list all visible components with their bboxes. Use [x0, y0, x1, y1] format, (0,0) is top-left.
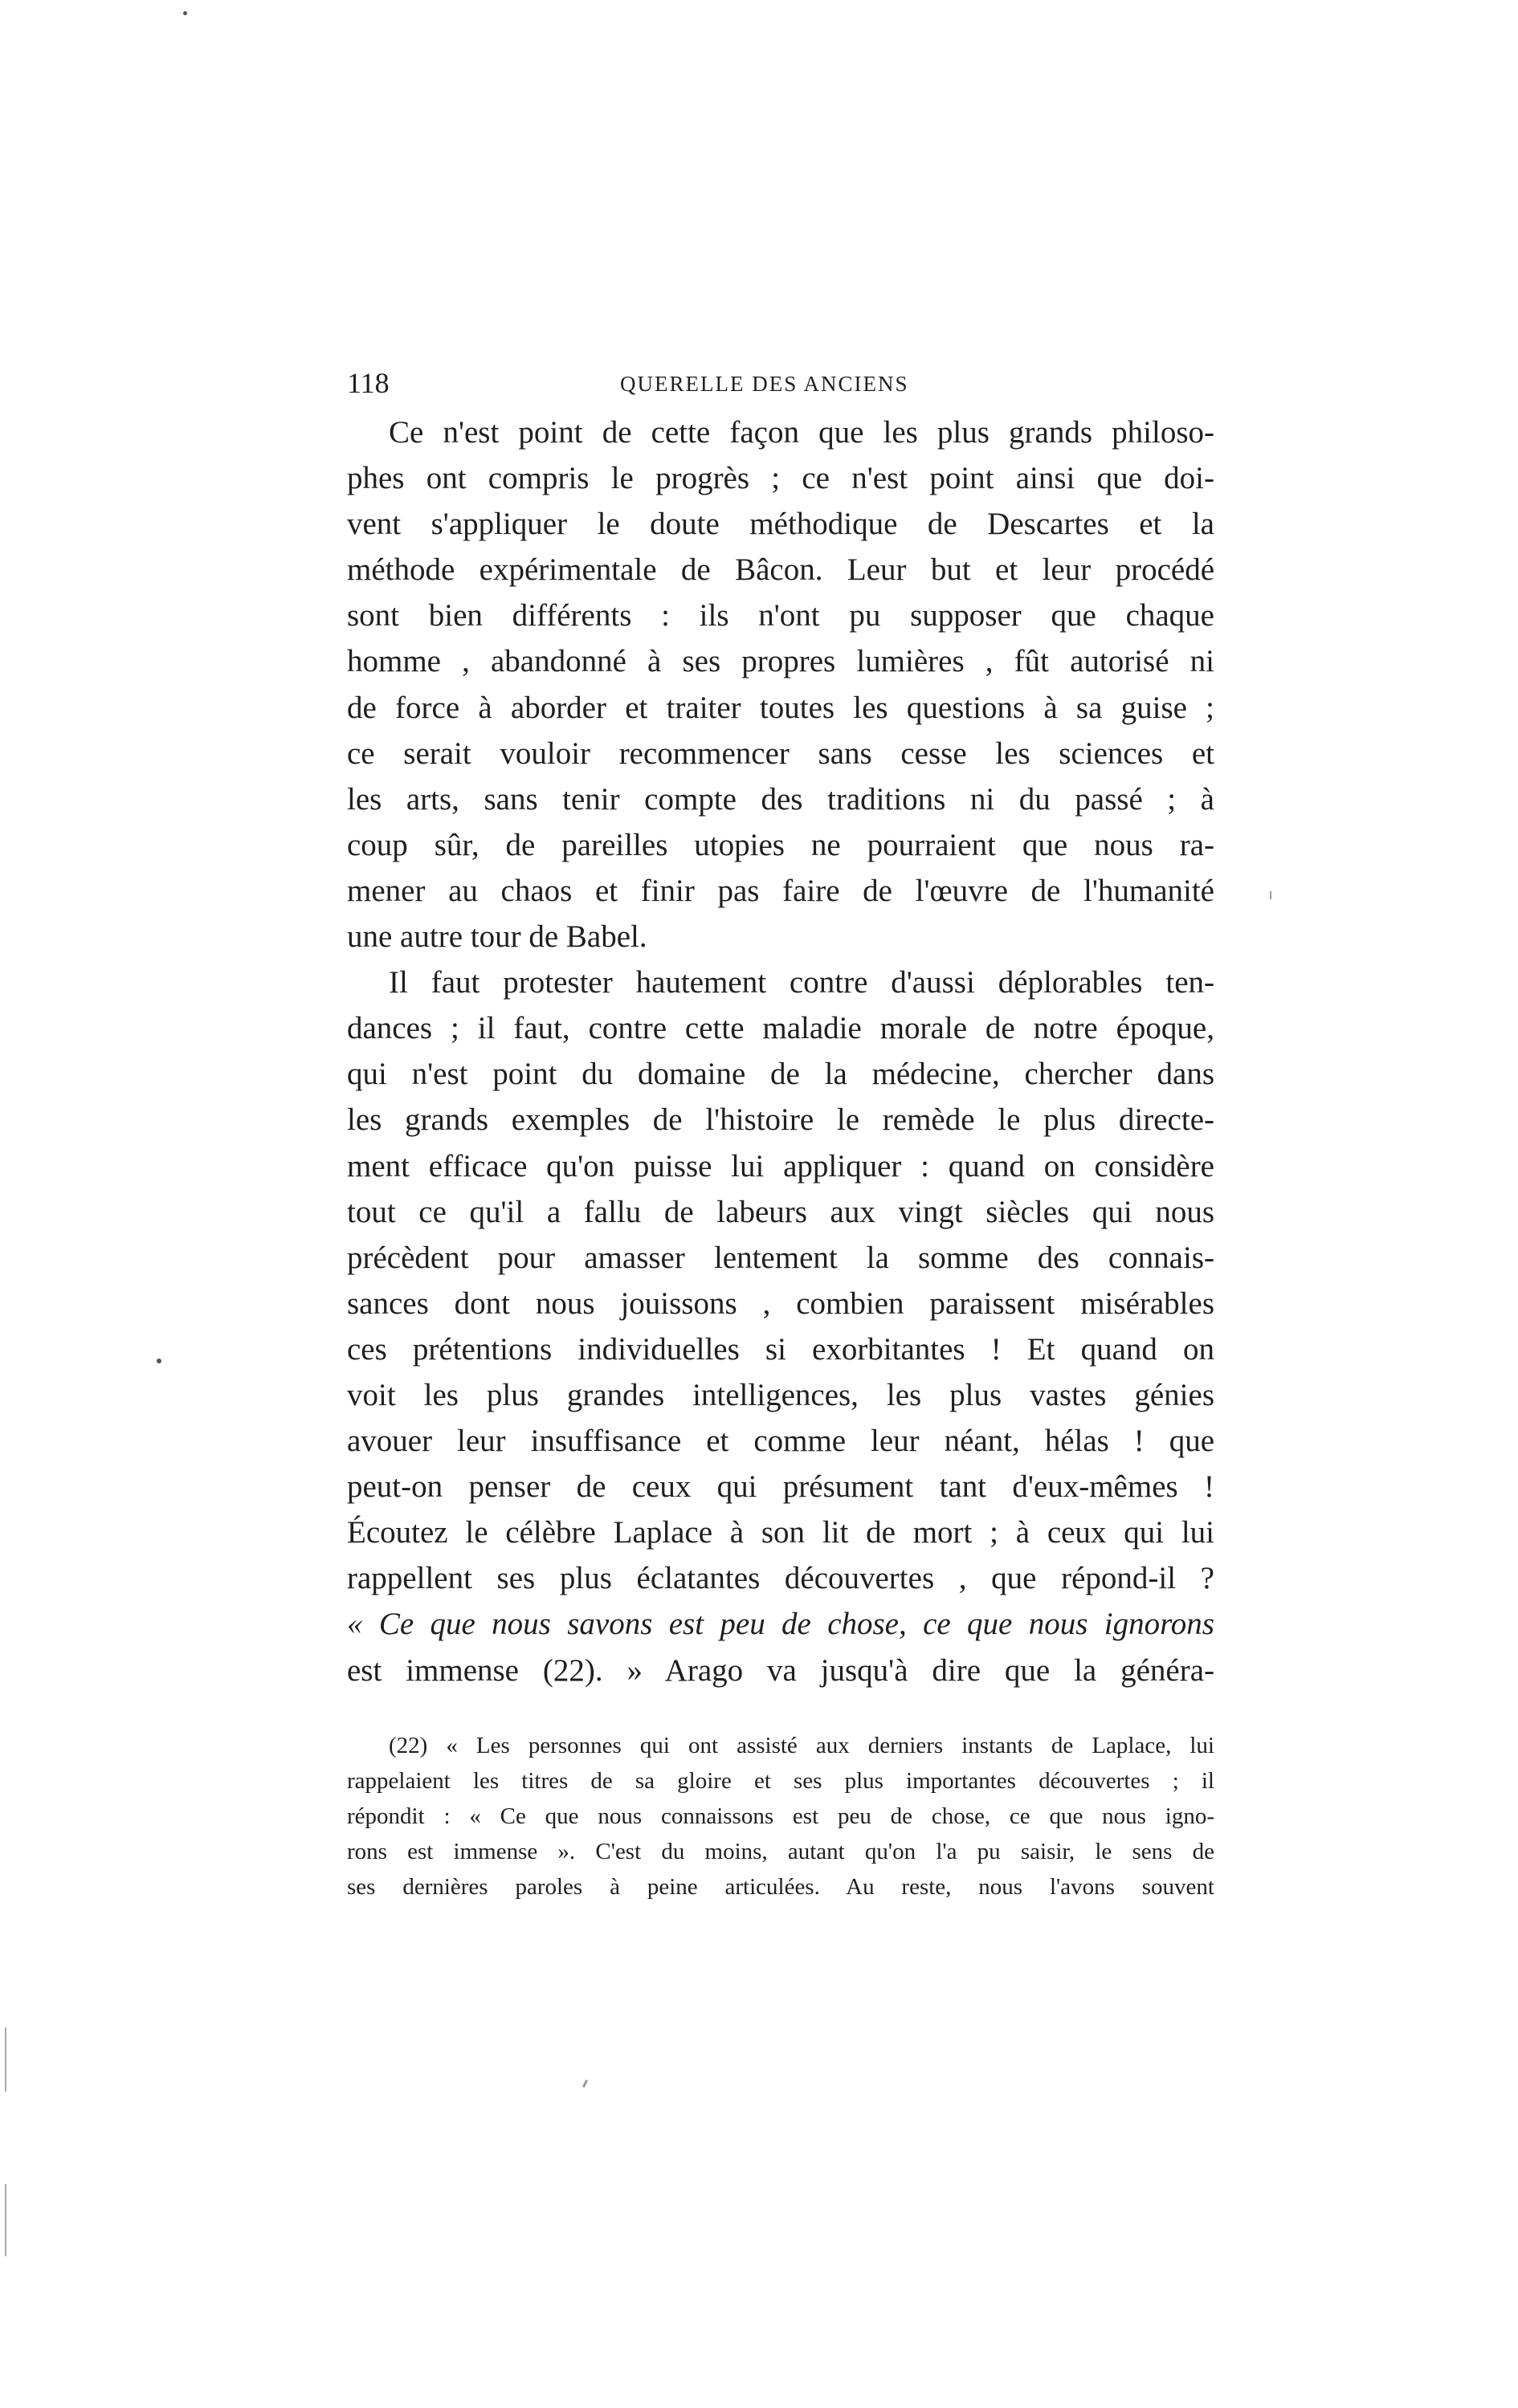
text-line: sont bien différents : ils n'ont pu supposer que chaque: [347, 598, 1214, 634]
text-line: vent s'appliquer le doute méthodique de Descartes et la: [347, 507, 1214, 542]
text-line: tout ce qu'il a fallu de labeurs aux vingt siècles qui nous: [347, 1194, 1214, 1229]
footnote-line: ses dernières paroles à peine articulées. Au reste, nous l'avons souvent: [347, 1874, 1214, 1900]
footnote-line: rappelaient les titres de sa gloire et ses plus importantes découvertes ; il: [347, 1768, 1214, 1794]
text-line: de force à aborder et traiter toutes les questions à sa guise ;: [347, 690, 1214, 725]
text-line: homme , abandonné à ses propres lumières , fût autorisé ni: [347, 644, 1214, 679]
text-line: une autre tour de Babel.: [347, 919, 647, 955]
text-line: ce serait vouloir recommencer sans cesse les sciences et: [347, 735, 1214, 771]
text-line: rappellent ses plus éclatantes découvertes , que répond-il ?: [347, 1561, 1214, 1596]
footnote-line: répondit : « Ce que nous connaissons est peu de chose, ce que nous igno-: [347, 1803, 1214, 1829]
text-line: peut-on penser de ceux qui présument tant d'eux-mêmes !: [347, 1469, 1214, 1505]
text-line: méthode expérimentale de Bâcon. Leur but et leur procédé: [347, 552, 1214, 588]
footnote-line: (22) « Les personnes qui ont assisté aux derniers instants de Laplace, lui: [389, 1733, 1214, 1758]
text-line: Écoutez le célèbre Laplace à son lit de mort ; à ceux qui lui: [347, 1515, 1214, 1550]
text-line: sances dont nous jouissons , combien paraissent misérables: [347, 1285, 1214, 1321]
text-line: phes ont compris le progrès ; ce n'est point ainsi que doi-: [347, 461, 1214, 496]
text-line: avouer leur insuffisance et comme leur néant, hélas ! que: [347, 1424, 1214, 1459]
text-line: coup sûr, de pareilles utopies ne pourraient que nous ra-: [347, 827, 1214, 862]
text-line: « Ce que nous savons est peu de chose, ce que nous ignorons: [347, 1607, 1214, 1642]
text-line: est immense (22). » Arago va jusqu'à dire que la généra-: [347, 1652, 1214, 1688]
body-text: [347, 409, 1214, 1693]
text-line: Ce n'est point de cette façon que les plus grands philoso-: [389, 415, 1214, 450]
scan-speck: [5, 2027, 6, 2092]
text-line: voit les plus grandes intelligences, les plus vastes génies: [347, 1377, 1214, 1412]
footnote-line: rons est immense ». C'est du moins, autant qu'on l'a pu saisir, le sens de: [347, 1839, 1214, 1864]
text-line: qui n'est point du domaine de la médecine, chercher dans: [347, 1057, 1214, 1092]
text-line: mener au chaos et finir pas faire de l'œuvre de l'humanité: [347, 873, 1214, 908]
scan-speck: [1270, 891, 1271, 899]
text-line: ces prétentions individuelles si exorbitantes ! Et quand on: [347, 1331, 1214, 1367]
scan-speck: [157, 1359, 161, 1363]
running-title: QUERELLE DES ANCIENS: [620, 372, 909, 396]
scan-speck: [5, 2184, 6, 2256]
text-line: les arts, sans tenir compte des traditions ni du passé ; à: [347, 781, 1214, 817]
scan-speck: [183, 11, 187, 15]
text-line: précèdent pour amasser lentement la somme des connais-: [347, 1240, 1214, 1275]
text-line: dances ; il faut, contre cette maladie morale de notre époque,: [347, 1011, 1214, 1046]
scan-speck: [582, 2080, 588, 2088]
text-line: Il faut protester hautement contre d'aussi déplorables ten-: [389, 965, 1214, 1000]
footnotes: [347, 1728, 1214, 1905]
page-number: 118: [347, 367, 390, 399]
text-line: les grands exemples de l'histoire le remède le plus directe-: [347, 1102, 1214, 1138]
page-header: [347, 363, 1214, 403]
text-line: ment efficace qu'on puisse lui appliquer : quand on considère: [347, 1148, 1214, 1184]
